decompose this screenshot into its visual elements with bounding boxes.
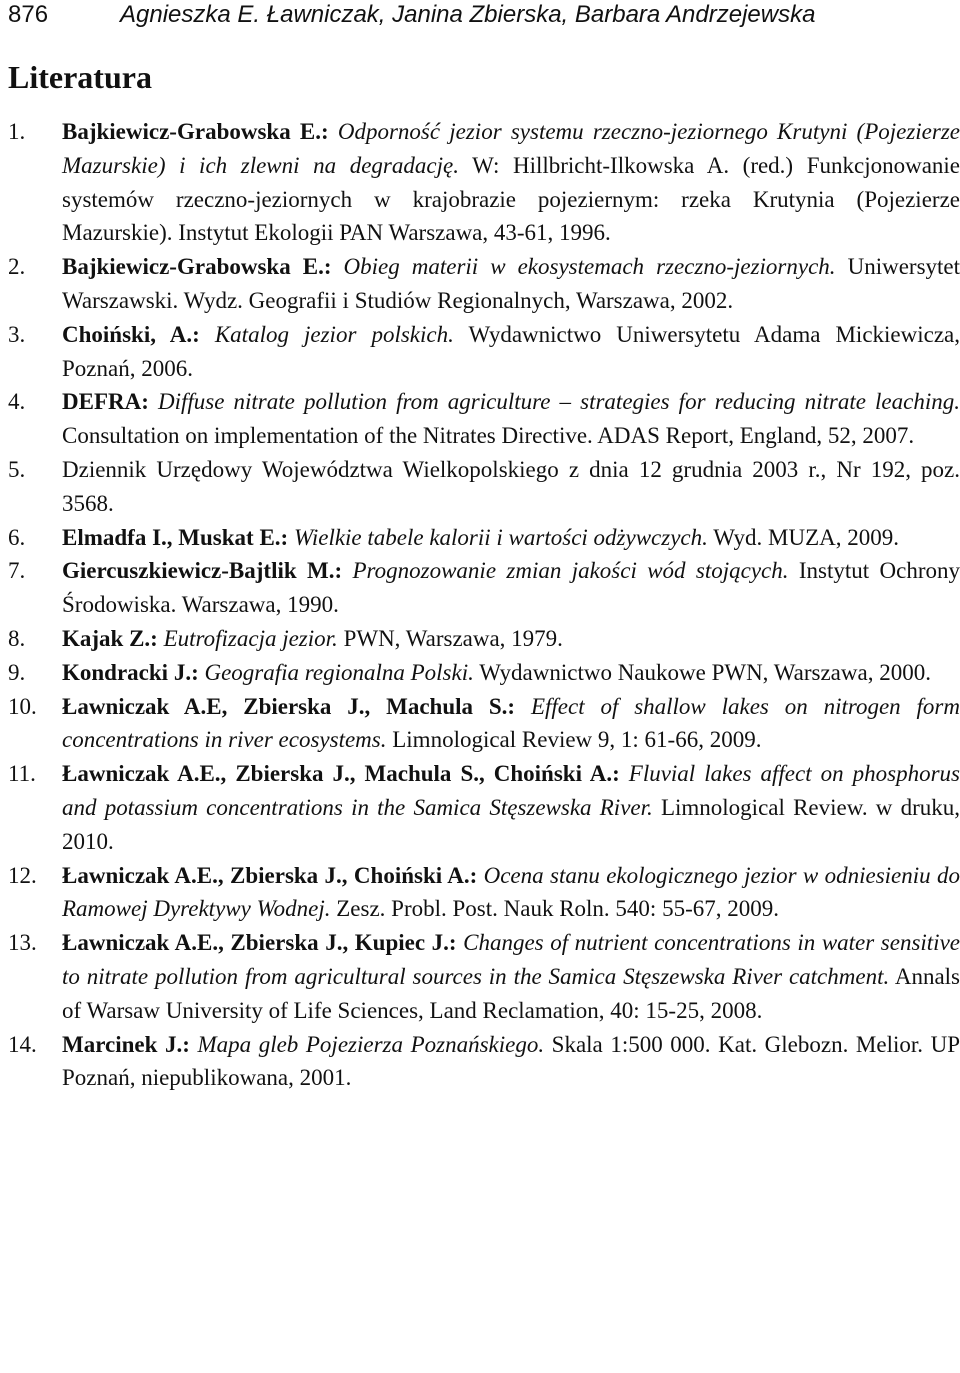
- reference-number: 9.: [8, 659, 26, 685]
- reference-source: Uniwersytet Warszawski. Wydz. Geografii i Studiów Regionalnych, Warszawa, 2002.: [62, 254, 960, 313]
- reference-number: 7.: [8, 558, 26, 584]
- section-title: Literatura: [8, 59, 152, 95]
- reference-title: Mapa gleb Pojezierza Poznańskiego.: [189, 1031, 545, 1057]
- reference-item: [8, 453, 960, 521]
- reference-source: Limnological Review 9, 1: 61-66, 2009.: [386, 727, 762, 753]
- reference-authors: Ławniczak A.E., Zbierska J., Kupiec J.:: [62, 930, 457, 956]
- reference-source: Wydawnictwo Naukowe PWN, Warszawa, 2000.: [473, 659, 931, 685]
- reference-source: W: Hillbricht-Ilkowska A. (red.) Funkcjonowanie systemów rzeczno-jeziornych w krajobrazie pojeziernym: rzeka Krutynia (Pojezierze Mazurskie). Instytut Ekologii PAN Warszawa, 43-61, 1996.: [62, 152, 960, 246]
- reference-number: 2.: [8, 254, 26, 280]
- reference-title: Geografia regionalna Polski.: [198, 659, 474, 685]
- reference-authors: Choiński, A.:: [62, 321, 200, 347]
- reference-number: 8.: [8, 625, 26, 651]
- reference-number: 4.: [8, 389, 26, 415]
- reference-authors: Elmadfa I., Muskat E.:: [62, 524, 289, 550]
- reference-title: Eutrofizacja jezior.: [157, 625, 338, 651]
- reference-authors: Bajkiewicz-Grabowska E.:: [62, 254, 332, 280]
- reference-authors: Ławniczak A.E., Zbierska J., Machula S., Choiński A.:: [62, 761, 620, 787]
- reference-title: Obieg materii w ekosystemach rzeczno-jeziornych.: [331, 254, 836, 280]
- reference-item: [8, 318, 960, 386]
- reference-title: Effect of shallow lakes on nitrogen form concentrations in river ecosystems.: [62, 693, 960, 753]
- reference-source: Dziennik Urzędowy Województwa Wielkopolskiego z dnia 12 grudnia 2003 r., Nr 192, poz. 3568.: [62, 456, 960, 516]
- reference-item: [8, 250, 960, 318]
- reference-item: [8, 757, 960, 858]
- reference-item: [8, 1028, 960, 1096]
- reference-number: 14.: [8, 1031, 37, 1057]
- running-header: [8, 0, 815, 30]
- reference-number: 13.: [8, 930, 37, 956]
- reference-authors: Ławniczak A.E., Zbierska J., Choiński A.:: [62, 862, 478, 888]
- reference-source: Wydawnictwo Uniwersytetu Adama Mickiewicza, Poznań, 2006.: [62, 321, 960, 381]
- running-header-authors: Agnieszka E. Ławniczak, Janina Zbierska, Barbara Andrzejewska: [120, 1, 816, 28]
- reference-authors: Giercuszkiewicz-Bajtlik M.:: [62, 558, 343, 584]
- reference-authors: Bajkiewicz-Grabowska E.:: [62, 119, 329, 144]
- reference-source: Skala 1:500 000. Kat. Glebozn. Melior. UP Poznań, niepublikowana, 2001.: [62, 1031, 960, 1091]
- reference-authors: Kajak Z.:: [62, 625, 158, 651]
- reference-authors: Kondracki J.:: [62, 659, 199, 685]
- reference-item: [8, 115, 960, 250]
- reference-authors: Ławniczak A.E, Zbierska J., Machula S.:: [62, 693, 516, 719]
- reference-title: Wielkie tabele kalorii i wartości odżywczych.: [288, 524, 708, 550]
- reference-title: Changes of nutrient concentrations in water sensitive to nitrate pollution from agricultural sources in the Samica Stęszewska River catchment.: [62, 930, 960, 989]
- reference-item: [8, 690, 960, 758]
- reference-title: Diffuse nitrate pollution from agriculture – strategies for reducing nitrate leaching.: [148, 389, 960, 415]
- reference-title: Katalog jezior polskich.: [199, 321, 454, 347]
- reference-number: 5.: [8, 456, 26, 482]
- reference-item: [8, 622, 960, 656]
- reference-item: [8, 554, 960, 622]
- reference-number: 3.: [8, 321, 26, 347]
- reference-item: [8, 859, 960, 927]
- reference-title: Odporność jezior systemu rzeczno-jeziornego Krutyni (Pojezierze Mazurskie) i ich zlewni na degradację.: [62, 119, 960, 178]
- reference-source: Limnological Review. w druku, 2010.: [62, 794, 960, 854]
- reference-title: Prognozowanie zmian jakości wód stojących.: [342, 558, 789, 584]
- reference-title: Ocena stanu ekologicznego jezior w odniesieniu do Ramowej Dyrektywy Wodnej.: [62, 862, 960, 922]
- reference-list: [8, 115, 960, 1095]
- reference-number: 11.: [8, 761, 36, 787]
- reference-source: Wyd. MUZA, 2009.: [707, 524, 900, 550]
- reference-item: [8, 385, 960, 453]
- page-number: 876: [8, 1, 49, 28]
- reference-source: Zesz. Probl. Post. Nauk Roln. 540: 55-67, 2009.: [330, 896, 779, 922]
- reference-item: [8, 926, 960, 1027]
- reference-authors: DEFRA:: [62, 389, 149, 415]
- reference-number: 10.: [8, 693, 37, 719]
- reference-title: Fluvial lakes affect on phosphorus and potassium concentrations in the Samica Stęszewska River.: [62, 761, 960, 820]
- reference-source: PWN, Warszawa, 1979.: [337, 625, 563, 651]
- reference-source: Instytut Ochrony Środowiska. Warszawa, 1990.: [62, 558, 960, 618]
- reference-item: [8, 521, 960, 555]
- reference-source: Annals of Warsaw University of Life Sciences, Land Reclamation, 40: 15-25, 2008.: [62, 963, 960, 1023]
- reference-number: 12.: [8, 862, 37, 888]
- reference-number: 1.: [8, 119, 26, 144]
- reference-authors: Marcinek J.:: [62, 1031, 190, 1057]
- reference-item: [8, 656, 960, 690]
- reference-source: Consultation on implementation of the Nitrates Directive. ADAS Report, England, 52, 2007.: [62, 423, 915, 449]
- reference-number: 6.: [8, 524, 26, 550]
